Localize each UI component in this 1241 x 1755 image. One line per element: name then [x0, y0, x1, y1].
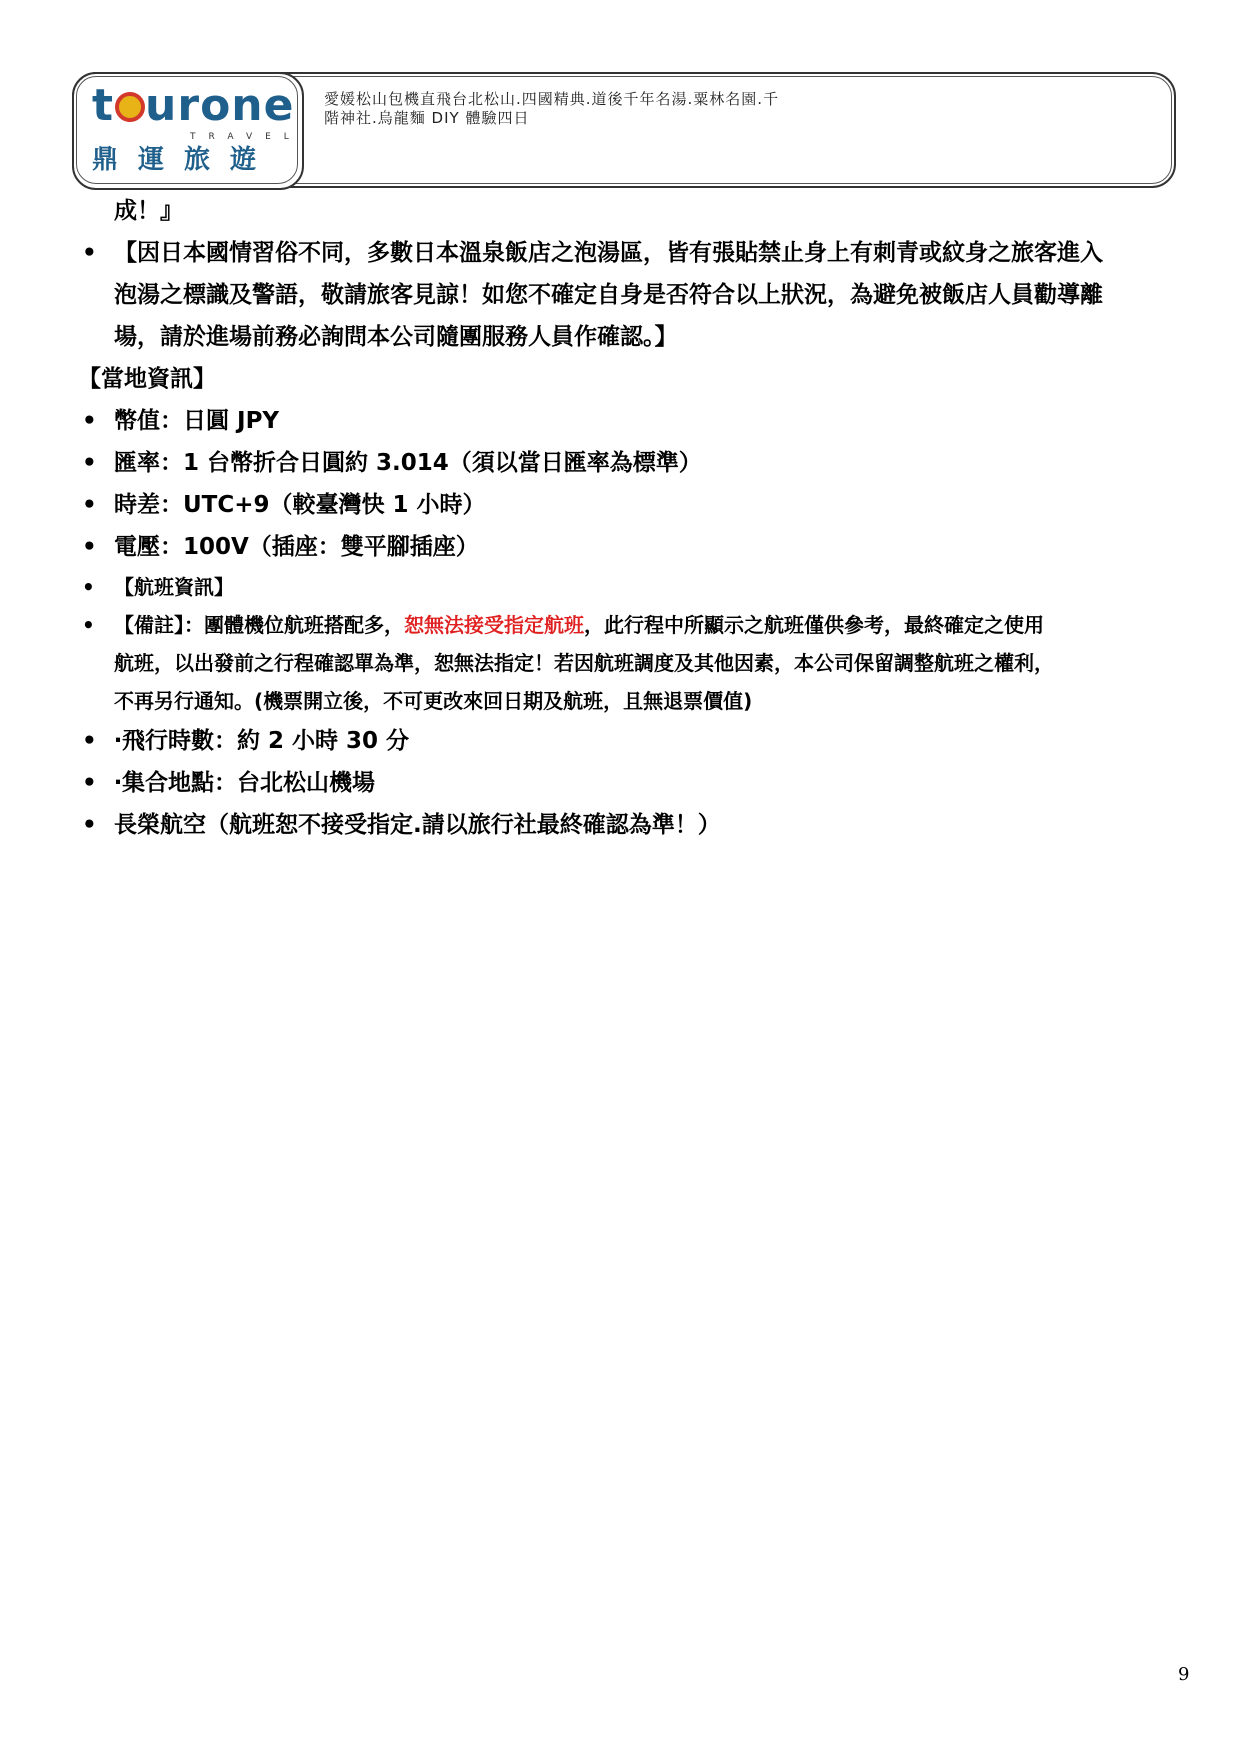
- bullet: •: [82, 408, 97, 434]
- list-item-time-difference: [78, 484, 1188, 526]
- remark-highlight: 恕無法接受指定航班: [404, 613, 584, 637]
- logo-travel-text: TRAVEL: [190, 132, 302, 142]
- notice-line-1: 【因日本國情習俗不同，多數日本溫泉飯店之泡湯區，皆有張貼禁止身上有刺青或紋身之旅客進入: [114, 240, 1103, 266]
- list-item-exchange-rate: [78, 442, 1188, 484]
- meeting-point-text: ‧集合地點：台北松山機場: [114, 770, 376, 796]
- remark-prefix: 【備註】：團體機位航班搭配多，: [114, 613, 404, 637]
- bullet: •: [82, 770, 97, 796]
- bullet: •: [82, 240, 97, 266]
- list-item-currency: [78, 400, 1188, 442]
- document-body: [78, 190, 1188, 846]
- remark-suffix: ，此行程中所顯示之航班僅供參考，最終確定之使用: [584, 613, 1044, 637]
- notice-line-2: 泡湯之標識及警語，敬請旅客見諒！如您不確定自身是否符合以上狀況，為避免被飯店人員勸導離: [114, 282, 1103, 308]
- bullet: •: [82, 613, 95, 637]
- local-info-heading: 【當地資訊】: [78, 366, 216, 392]
- tattoo-notice: [78, 232, 1188, 358]
- bullet: •: [82, 575, 95, 599]
- remark-line-2: 航班，以出發前之行程確認單為準，恕無法指定！若因航班調度及其他因素，本公司保留調整航班之權利，: [114, 651, 1054, 675]
- logo-o-mark: [115, 92, 145, 122]
- bullet: •: [82, 728, 97, 754]
- currency-text: 幣值：日圓 JPY: [114, 408, 280, 434]
- flight-info-heading: 【航班資訊】: [114, 575, 234, 599]
- list-item-meeting-point: [78, 762, 1188, 804]
- airline-text: 長榮航空（航班恕不接受指定.請以旅行社最終確認為準！）: [114, 812, 721, 838]
- bullet: •: [82, 450, 97, 476]
- flight-remark: [78, 606, 1188, 720]
- continuation-text: 成！』: [114, 198, 183, 224]
- remark-line-3: 不再另行通知。(機票開立後，不可更改來回日期及航班，且無退票價值): [114, 689, 753, 713]
- bullet: •: [82, 534, 97, 560]
- notice-line-3: 場，請於進場前務必詢問本公司隨團服務人員作確認。】: [114, 324, 678, 350]
- list-item-flight-info-heading: [78, 568, 1188, 606]
- logo-wordmark: t urone: [92, 80, 295, 131]
- remark-line-1: [114, 606, 1188, 644]
- itinerary-title-line-2: 階神社.烏龍麵 DIY 體驗四日: [324, 109, 530, 127]
- list-item-flight-time: [78, 720, 1188, 762]
- voltage-text: 電壓：100V（插座：雙平腳插座）: [114, 534, 479, 560]
- page-header: [72, 72, 1176, 188]
- exchange-rate-text: 匯率：1 台幣折合日圓約 3.014（須以當日匯率為標準）: [114, 450, 702, 476]
- itinerary-title: [324, 90, 1144, 128]
- flight-time-text: ‧飛行時數：約 2 小時 30 分: [114, 728, 410, 754]
- bullet: •: [82, 492, 97, 518]
- company-logo: [72, 72, 302, 188]
- list-item-airline: [78, 804, 1188, 846]
- time-difference-text: 時差：UTC+9（較臺灣快 1 小時）: [114, 492, 486, 518]
- itinerary-title-line-1: 愛媛松山包機直飛台北松山.四國精典.道後千年名湯.粟林名園.千: [324, 90, 780, 108]
- logo-chinese-name: 鼎運旅遊: [92, 145, 277, 175]
- page-number: 9: [1178, 1664, 1190, 1685]
- bullet: •: [82, 812, 97, 838]
- list-item-voltage: [78, 526, 1188, 568]
